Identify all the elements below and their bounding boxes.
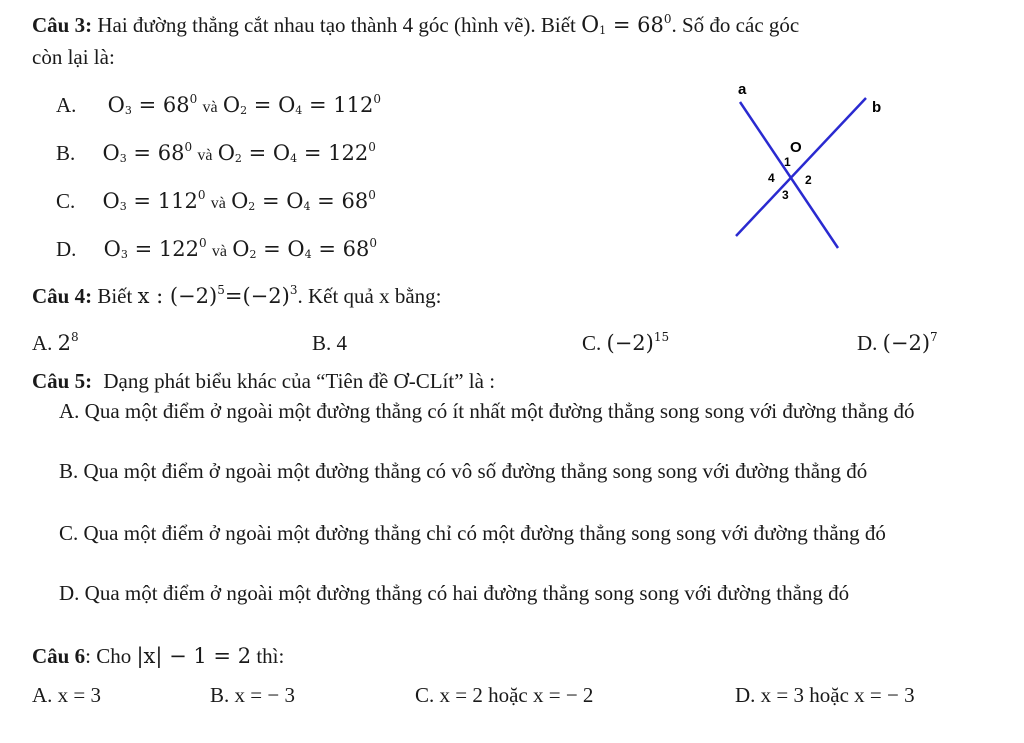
- q5-label: Câu 5:: [32, 369, 93, 393]
- q4-option-d: D. $(-2)^7$: [857, 330, 938, 355]
- q3-text2: . Số đo các góc: [671, 13, 800, 37]
- q4-option-c: C. $(-2)^{15}$: [582, 330, 670, 355]
- q3-option-a: A. $O_3 = 68^0$ và $O_2 = O_4 = 112^0$: [56, 92, 381, 117]
- label-b: b: [872, 99, 882, 116]
- angle-2: 2: [805, 173, 812, 187]
- q6-line: Câu 6: Cho |x| − 1 = 2 thì:: [32, 644, 285, 668]
- q4-expression: x : $(-2)^5=(-2)^3$: [137, 283, 298, 308]
- q4-option-a: A. $2^8$: [32, 330, 79, 355]
- q5-option-a: A. Qua một điểm ở ngoài một đường thẳng có ít nhất một đường thẳng song song với đường thẳng đó: [59, 399, 915, 423]
- q4-option-b: B. 4: [312, 331, 348, 355]
- q3-option-d: D. $O_3 = 122^0$ và $O_2 = O_4 = 68^0$: [56, 236, 377, 261]
- q3-option-b: B. $O_3 = 68^0$ và $O_2 = O_4 = 122^0$: [56, 140, 376, 165]
- line-a: [740, 102, 838, 248]
- q5-option-d: D. Qua một điểm ở ngoài một đường thẳng có hai đường thẳng song song với đường thẳng đó: [59, 581, 850, 605]
- q6-label: Câu 6: [32, 644, 86, 668]
- q3-given: $O_1 = 68^0$: [581, 12, 672, 38]
- q6-option-b: B. x = − 3: [210, 683, 295, 707]
- q5-option-b: B. Qua một điểm ở ngoài một đường thẳng có vô số đường thẳng song song với đường thẳng đó: [59, 459, 868, 483]
- q3-label: Câu 3:: [32, 13, 93, 37]
- q4-line: Câu 4: Biết x : $(-2)^5=(-2)^3$. Kết quả x bằng:: [32, 283, 442, 308]
- line-b: [736, 98, 866, 236]
- q6-expression: |x| − 1 = 2: [136, 644, 252, 668]
- intersecting-lines-figure: [728, 78, 882, 253]
- angle-1: 1: [784, 155, 791, 169]
- q4-label: Câu 4:: [32, 284, 93, 308]
- label-a: a: [738, 81, 747, 98]
- q5-option-c: C. Qua một điểm ở ngoài một đường thẳng chỉ có một đường thẳng song song với đường thẳng đó: [59, 521, 886, 545]
- q6-option-d: D. x = 3 hoặc x = − 3: [735, 683, 915, 707]
- q3-option-c: C. $O_3 = 112^0$ và $O_2 = O_4 = 68^0$: [56, 188, 376, 213]
- q5-line: Câu 5: Dạng phát biểu khác của “Tiên đề Ơ-CLít” là :: [32, 369, 496, 393]
- q6-option-c: C. x = 2 hoặc x = − 2: [415, 683, 594, 707]
- q3-text1: Hai đường thẳng cắt nhau tạo thành 4 góc (hình vẽ). Biết: [97, 13, 576, 37]
- angle-4: 4: [768, 171, 775, 185]
- label-o: O: [790, 139, 802, 156]
- angle-3: 3: [782, 188, 789, 202]
- q6-option-a: A. x = 3: [32, 683, 102, 707]
- q3-text3: còn lại là:: [32, 45, 115, 69]
- q3-line1: [32, 12, 799, 44]
